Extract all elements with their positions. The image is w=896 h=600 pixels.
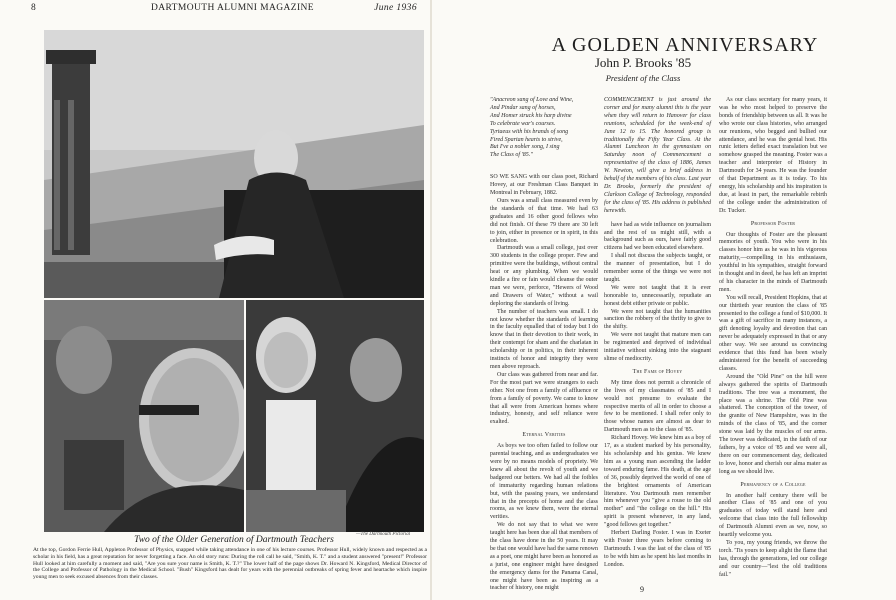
issue-date: June 1936 [374,3,417,13]
paragraph: Herbert Darling Foster. I was in Exeter with Foster three years before coming to Dartmouth. I was the last of the class of '85 to be with him as he spent his last months in London. [604,530,711,568]
paragraph: In another half century there will be another Class of '85 and one of you graduates of today will stand here and welcome that class into the full fellowship of Dartmouth Alumni even as we, now, so heartily welcome you. [719,492,827,539]
caption-title: Two of the Older Generation of Dartmouth Teachers [134,535,334,545]
paragraph: Our thoughts of Foster are the pleasant memories of youth. You who were in his classes honor him as he was in his vigorous maturity,—compelling in his enthusiasm, youthful in his sympathies, straight forward in thought and in deed, he has left an imprint of his character in the minds of Dartmouth men. [719,231,827,293]
photo-lab-illustration [246,300,424,532]
paragraph: We do not say that to what we were taught here has been due all that members of the class have done in the 50 years. It may be that one would have had the same renown as a poet, one might have been as honored as a jurist, one engineer might have designed the emergency dams for the Panama Canal, one might have been as inspiring as a teacher of history, one might [490,522,598,592]
column-1 [490,97,598,593]
paragraph: Around the "Old Pine" on the hill were always gathered the spirits of Dartmouth traditions. The tree was a monument, the place was a shrine. The Old Pine was shattered. The conception of the tower, of the granite of New Hampshire, was in the minds of the class of '85, and the corner stone was laid by the muscles of our arms. The tower was dedicated, in the faith of our fathers, by a voice of '85 and we were all, there on our commencement day, dedicated to love, honor and cherish our alma mater as long as we should live. [719,373,827,475]
page-number-right: 9 [640,585,644,594]
paragraph: To you, my young friends, we throw the torch. 'Tis yours to keep alight the flame that has, through the generations, led our college and our country—"lest the old traditions fail." [719,539,827,578]
poem-line: Fired Spartan hearts to strive, [490,136,563,143]
column-3 [719,97,827,579]
poem-line: And Pindar sang of horses, [490,104,556,111]
caption-body: At the top, Gordon Ferrie Hull, Appleton Professor of Physics, snapped while taking attendance in one of his lecture courses. Professor Hull, widely known and respected as a scholar in his field, has a great reputation for never forgetting a face. An old story runs: During the roll call he said, "Smith, K. T." and a student answered "present!" Professor Hull looked at him carefully a moment and said, "Are you sure your name is Smith, K. T.?" The lower half of the page shows Dr. Howard N. Kingsford, Medical Director of the College and Professor of Pathology in the Medical School. "Bush" Kingsford has dealt for years with the perennial outbreaks of spring fever and heartache which inspire young men to seek excused absences from their classes. [33,547,427,581]
poem-line: But I've a nobler song, I sing [490,144,560,151]
photo-kingsford-illustration [44,300,244,532]
article-byline: John P. Brooks '85 [594,55,692,70]
paragraph: You will recall, President Hopkins, that at our thirtieth year reunion the class of '85 presented to the college a fund of $10,000. It was a gift of sacrifice in many instances, a gift denoting loyalty and devotion that can never be adequately expressed in that or any other way. We see around us convincing evidence that this fund has been wisely administered for the benefit of succeeding classes. [719,294,827,372]
paragraph: We were not taught that it is ever honorable to, unnecessarily, repudiate an honest debt either private or public. [604,284,711,307]
paragraph: My time does not permit a chronicle of the lives of my classmates of '85 and I would not presume to evaluate the respective merits of all in order to choose a few to be mentioned. I shall refer only to those whose names are almost as dear to Dartmouth men as to the class of '85. [604,379,711,434]
poem-line: To celebrate war's courses. [490,120,556,127]
paragraph: As our class secretary for many years, it was he who most helped to preserve the bonds of friendship between us all. It was he who wrote our class histories, who arranged our reunions, who begged and bullied our attendance, and he was the genial host. His runic letters defied exact translation but we somehow grasped the meaning. Foster was a teacher and interpreter of History in Dartmouth for 34 years. He was the founder of that Department as it is today. To his energy, his scholarship and his inspiration is due, at least in part, the remarkable rebirth of the college under the administration of Dr. Tucker. [719,97,827,214]
magazine-title: DARTMOUTH ALUMNI MAGAZINE [151,3,315,13]
poem-line: The Class of '85." [490,152,533,159]
section-heading: Professor Foster [750,220,796,227]
running-head [31,3,425,17]
paragraph: The number of teachers was small. I do not know whether the standards of learning in the faculty equalled that of today but I do know that in their devotion to their work, in their contempt for sham and the charlatan in scholarship or in politics, in their inherent instincts of honor and integrity they were men above reproach. [490,308,598,370]
paragraph: Ours was a small class measured even by the standards of that time. We had 63 graduates and 16 other good fellows who did not finish. Of these 79 there are 30 left to join, either in presence or in spirit, in this celebration. [490,197,598,244]
paragraph: We were not taught that the humanities sanction the robbery of the thrifty to give to the shifty. [604,308,711,331]
paragraph: Richard Hovey. We knew him as a boy of 17, as a student marked by his personality, his scholarship and his genius. We knew him as a young man ascending the ladder toward enduring fame. His death, at the age of 36, possibly deprived the world of one of the brightest ornaments of American literature. You Dartmouth men remember him whenever you "give a rouse to the old mother" and "the college on the hill." His spirit is present whenever, in any land, "good fellows get together." [604,435,711,529]
photo-kingsford-left [44,300,244,532]
paragraph: Our class was gathered from near and far. For the most part we were strangers to each other. Not one from a family of affluence or from a family of poverty. We came to know that all were from American homes where industry, honesty, and self reliance were exalted. [490,371,598,426]
article-headline: A GOLDEN ANNIVERSARY [551,34,819,56]
paragraph: I shall not discuss the subjects taught, or the manner of presentation, but I do remember some of the things we were not taught. [604,253,711,283]
poem-line: And Homer struck his harp divine [490,112,572,119]
section-heading: Eternal Verities [522,432,566,439]
paragraph: Dartmouth was a small college, just over 300 students in the college proper. Few and primitive were the buildings, without central heat or any plumbing. When we would kindle a fire or fain would cleanse the outer man we were, perforce, "Hewers of Wood and Drawers of Water," without a wail deploring the standards of living. [490,245,598,307]
paragraph: have had as wide influence on journalism and the rest of us might still, with a background such as ours, have fairly good citizens had we been educated elsewhere. [604,221,711,252]
poem-line: "Anacreon sang of Love and Wine, [490,97,574,103]
poem [490,97,598,160]
section-heading: The Fame of Hovey [632,368,683,375]
photo-professor-hull [44,30,424,298]
paragraph: We were not taught that mature men can be regimented and deprived of individual initiative without sinking into the stagnant slime of mediocrity. [604,332,711,362]
paragraph: As boys we too often failed to follow our parental teaching, and as undergraduates we were by no means models of propriety. We knew all about the revolt of youth and we badgered our betters. We had all the foibles of immaturity regarding human relations but, with the passing years, we understand that in the precepts of home and the class rooms, as we knew them, were the eternal verities. [490,443,598,521]
poem-line: Tyrtaeus with his brands of song [490,128,569,135]
left-page [0,0,430,600]
section-heading: Permanency of a College [740,481,806,488]
page-number: 8 [31,3,37,13]
photo-kingsford-right [246,300,424,532]
photo-hull-illustration [44,30,424,298]
article-subtitle: President of the Class [605,73,681,83]
column-2 [604,97,711,570]
editor-intro: COMMENCEMENT is just around the corner and for many alumni this is the year when they will return to Hanover for class reunions, scheduled for the week-end of June 12 to 15. The honored group is traditionally the Fifty Year Class. At the Alumni Luncheon in the gymnasium on Saturday noon of Commencement a representative of the class of 1886, James W. Newton, will give a brief address in behalf of the members of his class. Last year Dr. Brooks, formerly the president of Clarkson College of Technology, responded for the class of '85. His address is published herewith. [604,97,711,214]
paragraph: SO WE SANG with our class poet, Richard Hovey, at our Freshman Class Banquet in Montreal in February, 1882. [490,174,598,197]
photo-credit: —The Dartmouth Pictorial [356,532,411,537]
gutter [430,0,432,600]
